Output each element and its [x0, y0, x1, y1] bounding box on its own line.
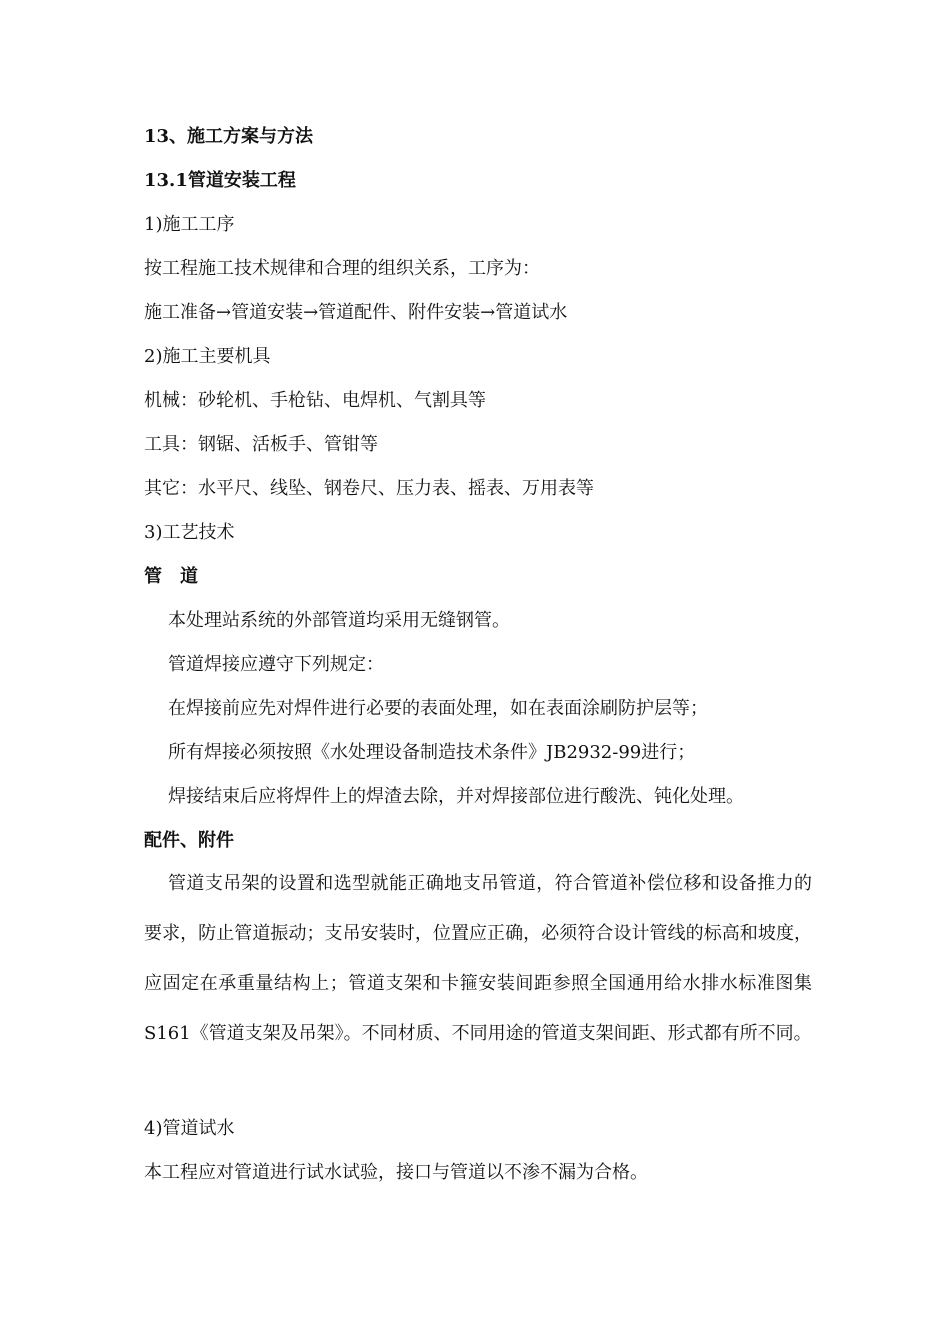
subsection-title: 13.1管道安装工程	[144, 170, 296, 191]
equipment-others: 其它：水平尺、线坠、钢卷尺、压力表、摇表、万用表等	[144, 478, 594, 499]
fittings-heading: 配件、附件	[144, 830, 234, 851]
pipe-line: 管道焊接应遵守下列规定：	[168, 654, 384, 675]
technique-heading: 3)工艺技术	[144, 522, 235, 543]
procedure-intro: 按工程施工技术规律和合理的组织关系，工序为：	[144, 258, 540, 279]
pipe-line: 在焊接前应先对焊件进行必要的表面处理，如在表面涂刷防护层等；	[168, 698, 708, 719]
pipe-heading: 管 道	[144, 566, 198, 587]
equipment-tools: 工具：钢锯、活板手、管钳等	[144, 434, 378, 455]
procedure-flow: 施工准备→管道安装→管道配件、附件安装→管道试水	[144, 302, 568, 323]
water-test-text: 本工程应对管道进行试水试验，接口与管道以不渗不漏为合格。	[144, 1162, 648, 1183]
pipe-line: 焊接结束后应将焊件上的焊渣去除，并对焊接部位进行酸洗、钝化处理。	[168, 786, 744, 807]
section-title: 13、施工方案与方法	[144, 126, 314, 147]
water-test-heading: 4)管道试水	[144, 1118, 235, 1139]
pipe-line: 本处理站系统的外部管道均采用无缝钢管。	[168, 610, 510, 631]
equipment-heading: 2)施工主要机具	[144, 346, 271, 367]
equipment-machinery: 机械：砂轮机、手枪钻、电焊机、气割具等	[144, 390, 486, 411]
procedure-heading: 1)施工工序	[144, 214, 235, 235]
fittings-paragraph: 管道支吊架的设置和选型就能正确地支吊管道，符合管道补偿位移和设备推力的要求，防止管道振动；支吊安装时，位置应正确，必须符合设计管线的标高和坡度，应固定在承重量结构上；管道支架和卡箍安装间距参照全国通用给水排水标准图集S161《管道支架及吊架》。不同材质、不同用途的管道支架间距、形式都有所不同。	[144, 873, 812, 1044]
pipe-line: 所有焊接必须按照《水处理设备制造技术条件》JB2932-99进行；	[168, 742, 696, 763]
